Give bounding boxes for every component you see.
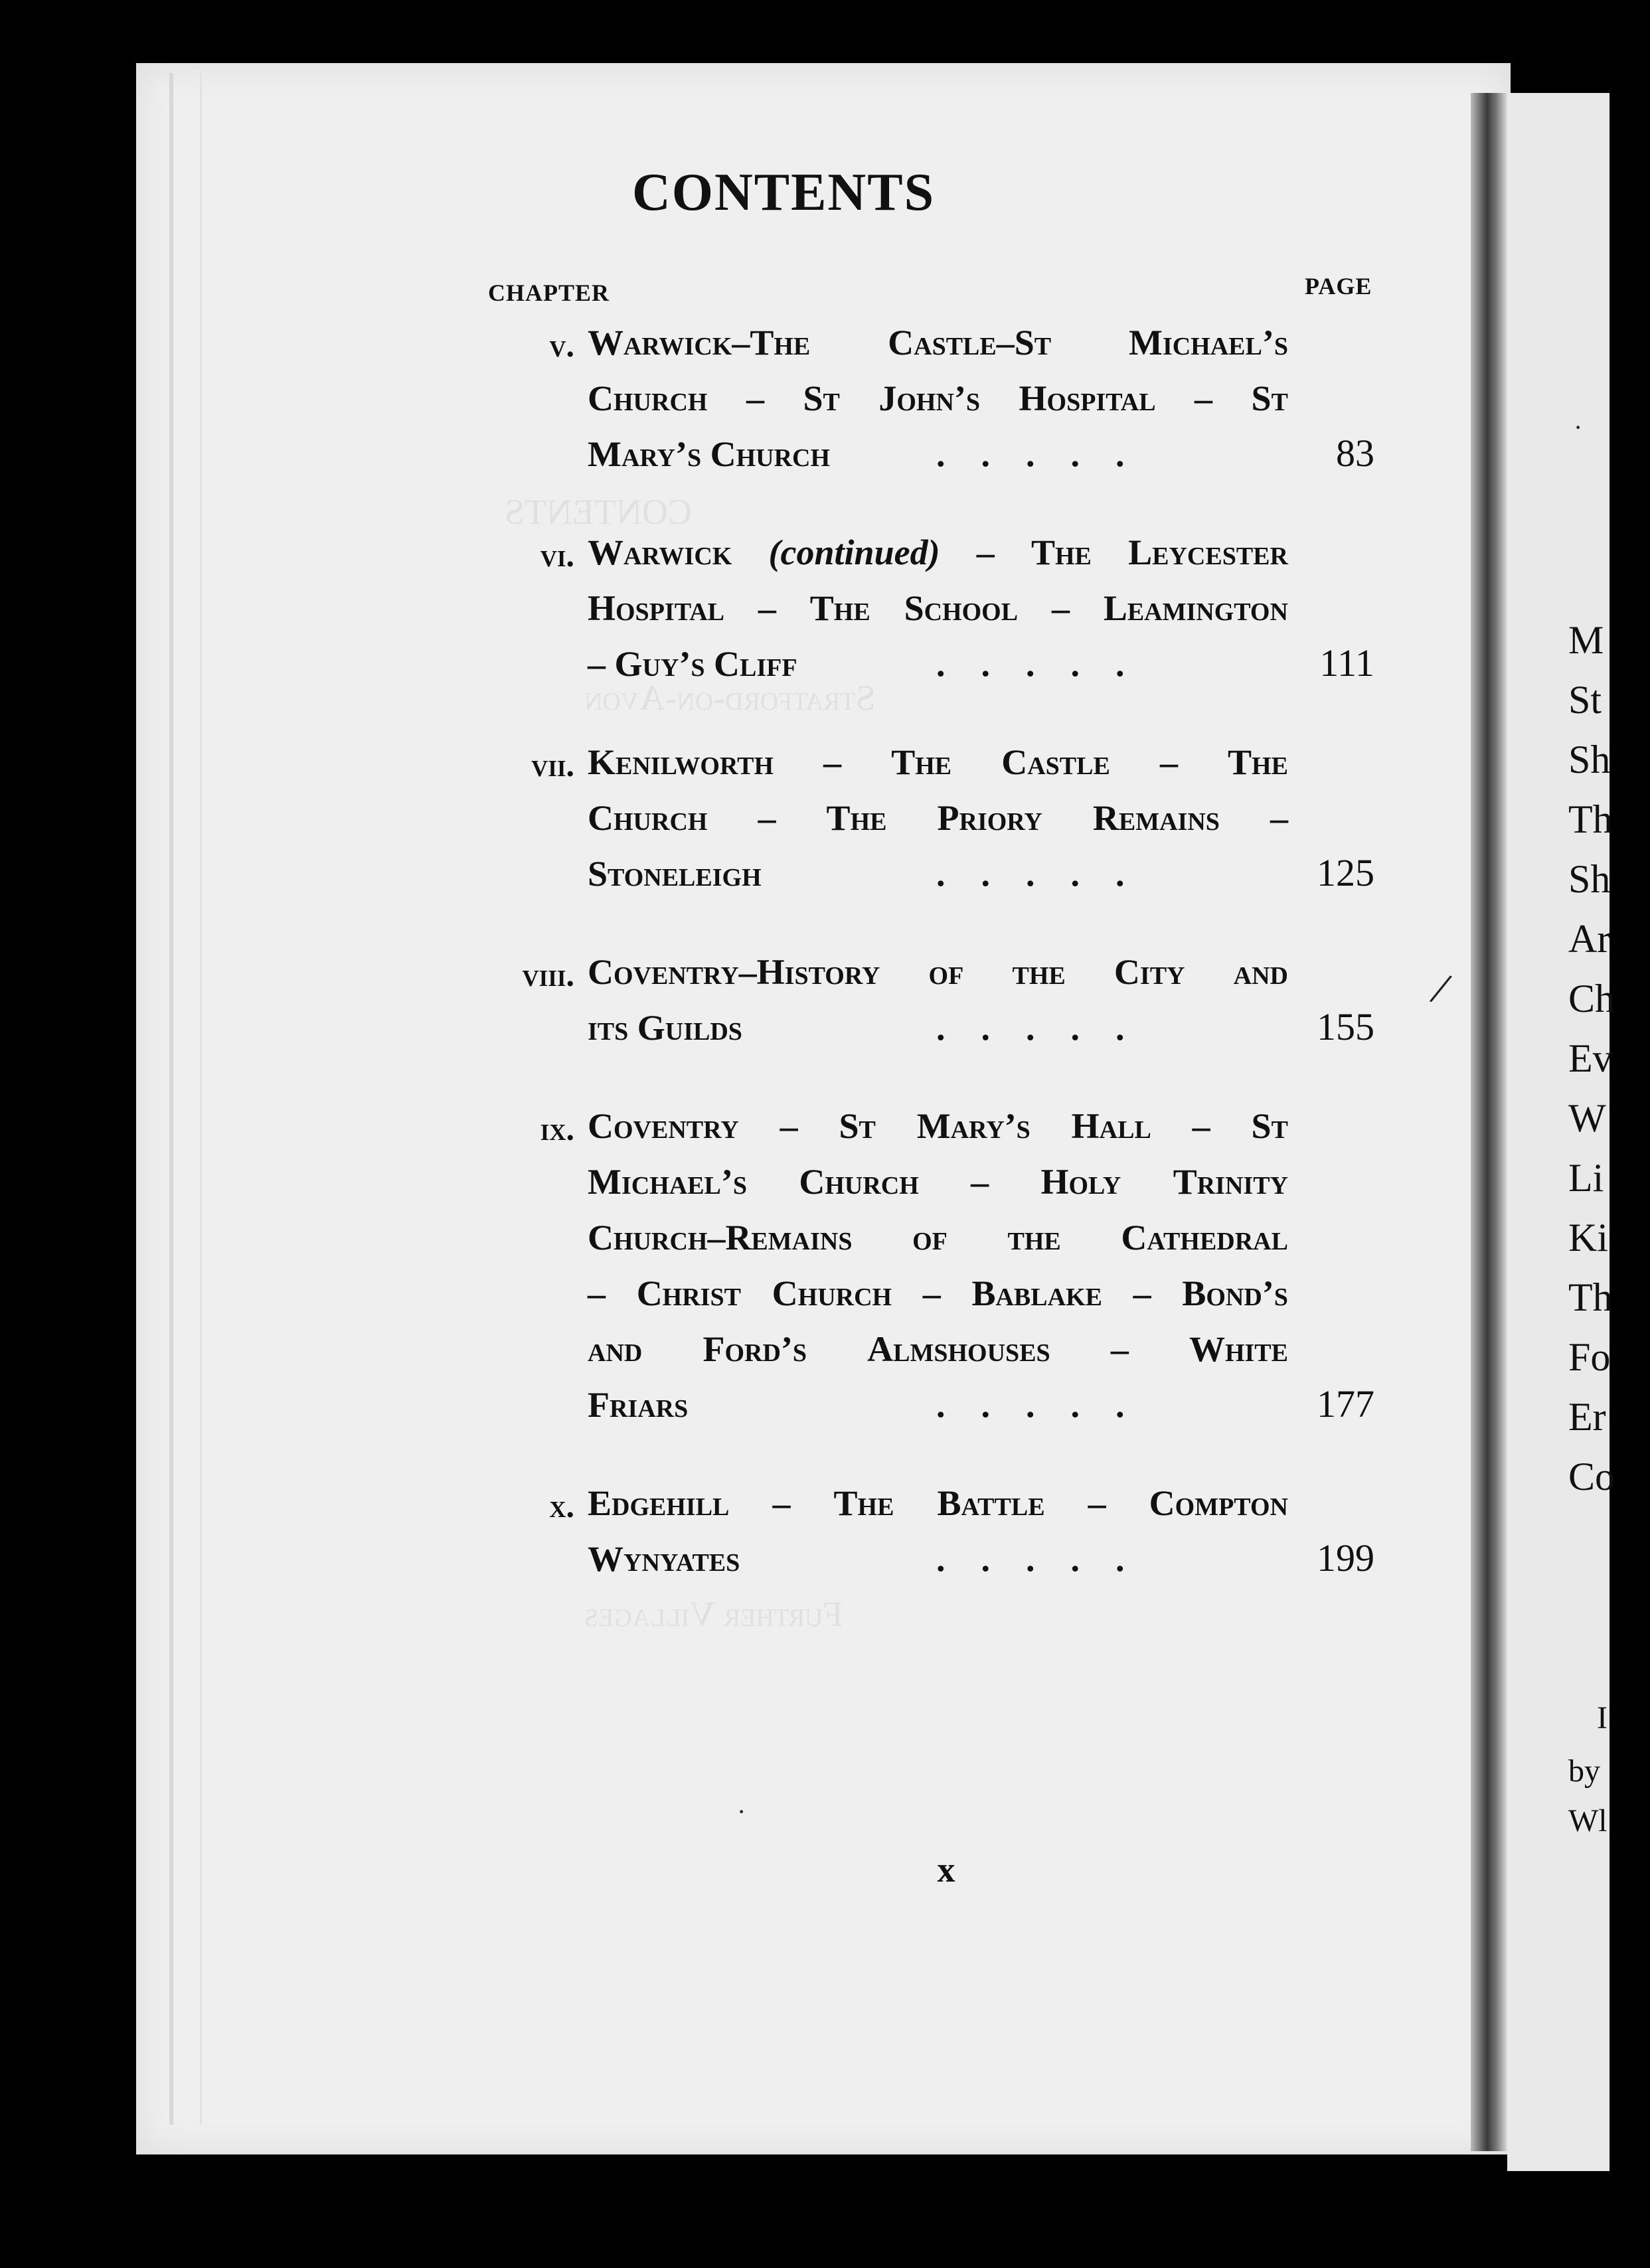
chapter-title-line: Kenilworth – The Castle – The: [588, 742, 1288, 782]
facing-page-fragment: Li: [1568, 1156, 1604, 1200]
chapter-number: x.: [549, 1487, 574, 1524]
dot-leader: . . . . .: [936, 1008, 1125, 1048]
show-through-text: Further Villages: [584, 1594, 843, 1634]
chapter-number: viii.: [522, 956, 574, 993]
chapter-title-line: its Guilds: [588, 1008, 742, 1048]
chapter-title-line: Edgehill – The Battle – Compton: [588, 1483, 1288, 1523]
facing-page-fragment: Sh: [1568, 738, 1611, 781]
chapter-title-line: Warwick–The Castle–St Michael’s: [588, 323, 1288, 363]
chapter-title-line: Coventry – St Mary’s Hall – St: [588, 1106, 1288, 1146]
facing-page-fragment: by: [1568, 1753, 1600, 1789]
facing-page-fragment: Ev: [1568, 1036, 1613, 1080]
page-title: CONTENTS: [631, 163, 936, 222]
facing-page-fragment: Co: [1568, 1455, 1615, 1498]
page-folio: x: [937, 1850, 955, 1890]
chapter-title-line: Wynyates: [588, 1539, 740, 1579]
facing-page-fragment: Sh: [1568, 857, 1611, 901]
chapter-column-label: CHAPTER: [488, 280, 610, 306]
pencil-mark: /: [1426, 963, 1456, 1016]
chapter-number: v.: [549, 327, 574, 364]
chapter-title-line: Michael’s Church – Holy Trinity: [588, 1162, 1288, 1202]
chapter-number: vii.: [531, 746, 574, 783]
page-column-label: PAGE: [1305, 273, 1372, 299]
book-spine: [1471, 93, 1507, 2151]
facing-page-fragment: Er: [1568, 1395, 1606, 1439]
dot-leader: . . . . .: [936, 644, 1125, 684]
facing-page-fragment: Fo: [1568, 1335, 1611, 1379]
chapter-title-line: Church – The Priory Remains –: [588, 798, 1288, 838]
chapter-title-line: Mary’s Church: [588, 434, 831, 474]
page-number: 83: [1336, 432, 1374, 475]
chapter-title-line: Church – St John’s Hospital – St: [588, 378, 1288, 418]
dot-leader: . . . . .: [936, 434, 1125, 474]
facing-page-fragment: Ar: [1568, 917, 1611, 961]
page-number: 177: [1317, 1382, 1374, 1425]
facing-page-fragment: W: [1568, 1096, 1606, 1140]
chapter-title-line: – Guy’s Cliff: [588, 644, 797, 684]
page-edge: [169, 73, 202, 2125]
facing-page-fragment: M: [1568, 618, 1604, 662]
chapter-number: ix.: [540, 1110, 574, 1147]
page-number: 199: [1317, 1536, 1374, 1580]
chapter-number: vi.: [540, 536, 574, 574]
facing-page-fragment: Wl: [1568, 1803, 1608, 1838]
show-through-text: Stratford-on-Avon: [584, 678, 876, 718]
facing-page-fragment: Ch: [1568, 977, 1615, 1020]
speck: ·: [737, 1797, 746, 1826]
speck: ·: [1574, 412, 1583, 442]
facing-page-fragment: Th: [1568, 1275, 1613, 1319]
chapter-title-line: Warwick (continued) – The Leycester: [588, 532, 1288, 572]
page-number: 111: [1319, 641, 1374, 685]
chapter-title-line: Coventry–History of the City and: [588, 952, 1288, 992]
facing-page-fragment: St: [1568, 678, 1602, 722]
page-number: 155: [1317, 1005, 1374, 1048]
facing-page-fragment: I: [1597, 1700, 1608, 1736]
chapter-title-line: Hospital – The School – Leamington: [588, 588, 1288, 628]
chapter-title-line: Stoneleigh: [588, 854, 762, 894]
dot-leader: . . . . .: [936, 854, 1125, 894]
show-through-text: CONTENTS: [505, 492, 692, 532]
facing-page-fragment: Th: [1568, 797, 1613, 841]
page-number: 125: [1317, 851, 1374, 894]
chapter-title-line: Church–Remains of the Cathedral: [588, 1218, 1288, 1257]
dot-leader: . . . . .: [936, 1385, 1125, 1425]
facing-page-fragment: Ki: [1568, 1216, 1608, 1259]
chapter-title-line: – Christ Church – Bablake – Bond’s: [588, 1273, 1288, 1313]
chapter-title-line: and Ford’s Almshouses – White: [588, 1329, 1288, 1369]
dot-leader: . . . . .: [936, 1539, 1125, 1579]
chapter-title-line: Friars: [588, 1385, 689, 1425]
